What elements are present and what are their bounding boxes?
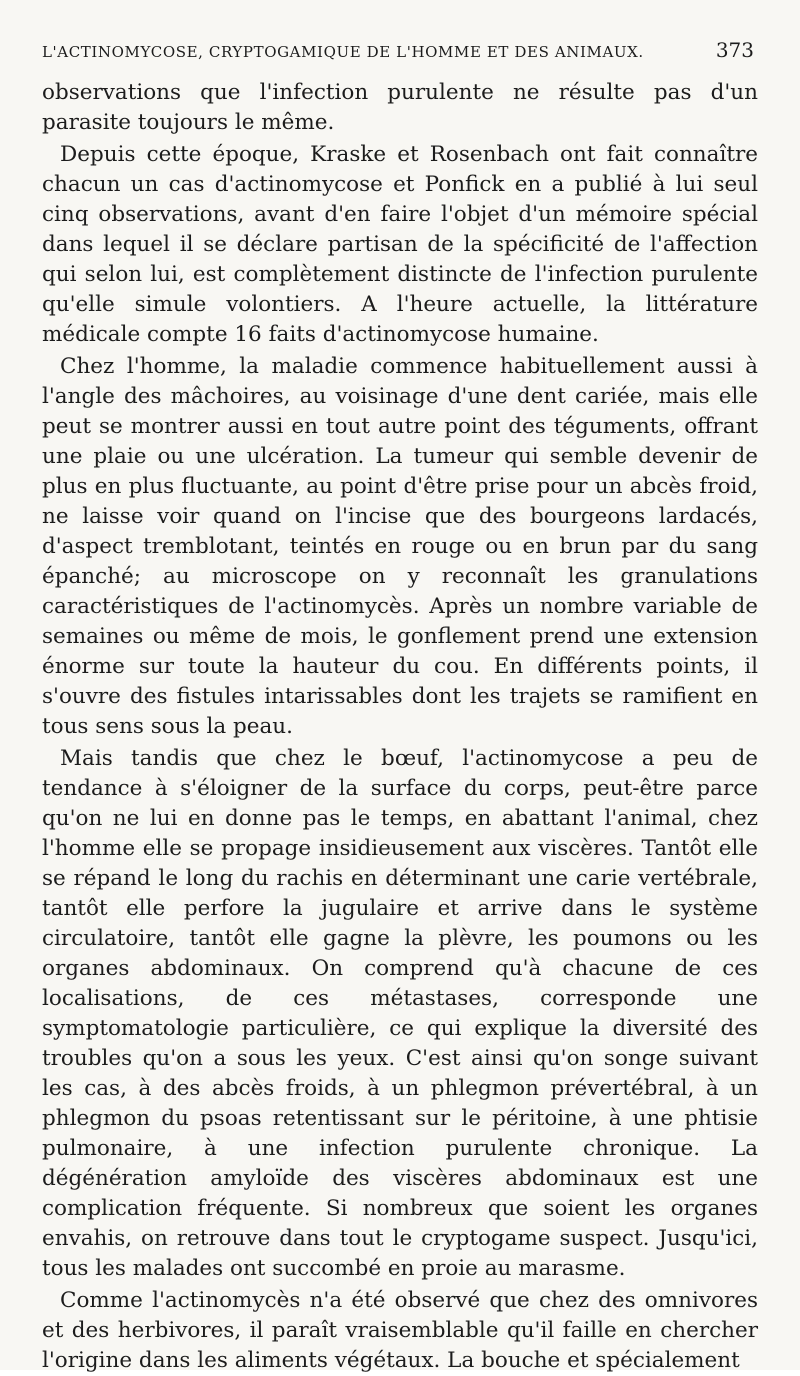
paragraph: Comme l'actinomycès n'a été observé que chez des omnivores et des herbivores, il paraît vraisemblable qu'il faille en chercher l'origine dans les aliments végétaux. La bouche et spécialement [42,1288,758,1373]
paragraph: Chez l'homme, la maladie commence habituellement aussi à l'angle des mâchoires, au voisinage d'une dent cariée, mais elle peut se montrer aussi en tout autre point des téguments, offrant une plaie ou une ulcération. La tumeur qui semble devenir de plus en plus fluctuante, au point d'être prise pour un abcès froid, ne laisse voir quand on l'incise que des bourgeons lardacés, d'aspect tremblotant, teintés en rouge ou en brun par du sang épanché; au microscope on y reconnaît les granulations caractéristiques de l'actinomycès. Après un nombre variable de semaines ou même de mois, le gonflement prend une extension énorme sur toute la hauteur du cou. En différents points, il s'ouvre des fistules intarissables dont les trajets se ramifient en tous sens sous la peau. [42,354,758,739]
paragraph: Depuis cette époque, Kraske et Rosenbach ont fait connaître chacun un cas d'actinomycose et Ponfick en a publié à lui seul cinq observations, avant d'en faire l'objet d'un mémoire spécial dans lequel il se déclare partisan de la spécificité de l'affection qui selon lui, est complètement distincte de l'infection purulente qu'elle simule volontiers. A l'heure actuelle, la littérature médicale compte 16 faits d'actinomycose humaine. [42,142,758,347]
body-text [42,78,758,1376]
paragraph-continued: observations que l'infection purulente ne résulte pas d'un parasite toujours le même. [42,80,758,135]
running-header [42,38,758,78]
paragraph: Mais tandis que chez le bœuf, l'actinomycose a peu de tendance à s'éloigner de la surface du corps, peut-être parce qu'on ne lui en donne pas le temps, en abattant l'animal, chez l'homme elle se propage insidieusement aux viscères. Tantôt elle se répand le long du rachis en déterminant une carie vertébrale, tantôt elle perfore la jugulaire et arrive dans le système circulatoire, tantôt elle gagne la plèvre, les poumons ou les organes abdominaux. On comprend qu'à chacune de ces localisations, de ces métastases, corresponde une symptomatologie particulière, ce qui explique la diversité des troubles qu'on a sous les yeux. C'est ainsi qu'on songe suivant les cas, à des abcès froids, à un phlegmon prévertébral, à un phlegmon du psoas retentissant sur le péritoine, à une phtisie pulmonaire, à une infection purulente chronique. La dégénération amyloïde des viscères abdominaux est une complication fréquente. Si nombreux que soient les organes envahis, on retrouve dans tout le cryptogame suspect. Jusqu'ici, tous les malades ont succombé en proie au marasme. [42,746,758,1281]
running-title: L'ACTINOMYCOSE, CRYPTOGAMIQUE DE L'HOMME ET DES ANIMAUX. [42,43,644,61]
page-number: 373 [715,38,754,62]
